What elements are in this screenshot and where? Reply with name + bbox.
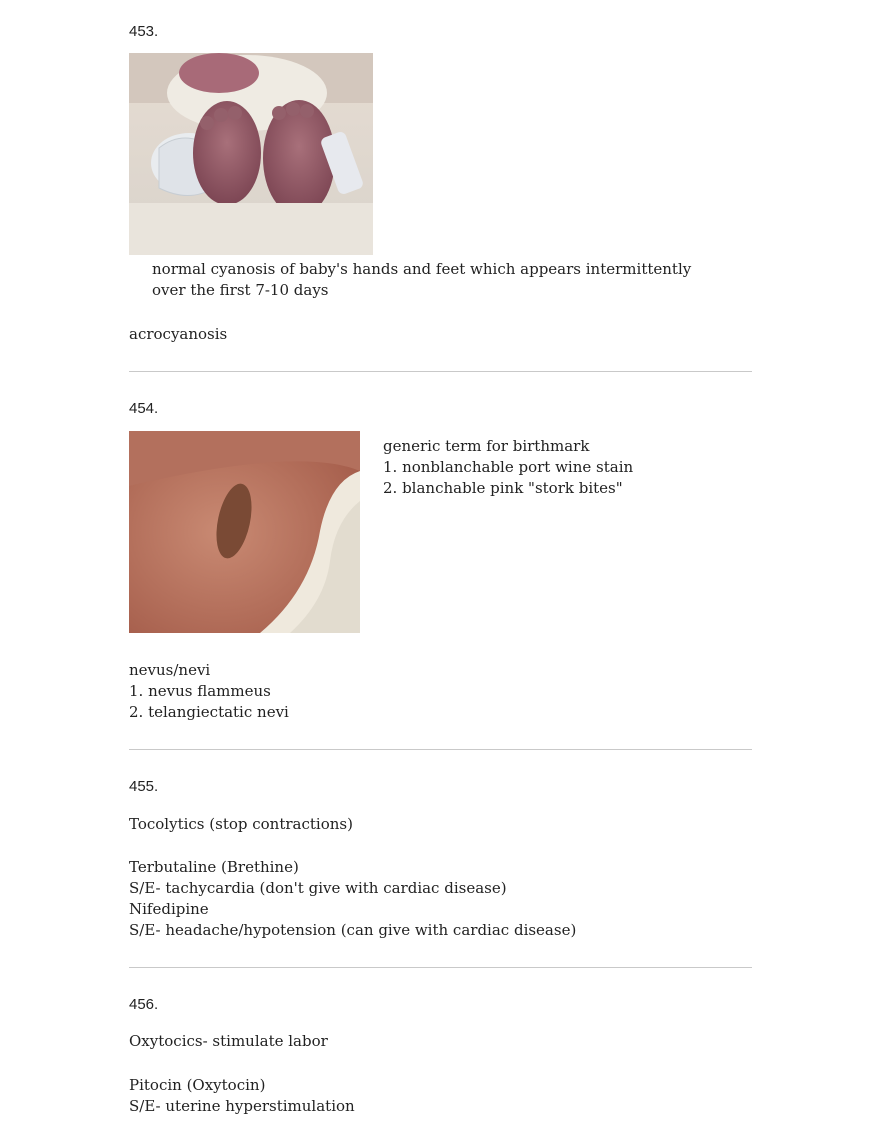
detail-line: S/E- headache/hypotension (can give with cardiac disease) <box>129 921 577 939</box>
birthmark-photo <box>129 431 360 633</box>
definition-line: generic term for birthmark <box>383 437 590 455</box>
divider <box>129 371 752 372</box>
baby-feet-photo <box>129 53 373 255</box>
term-line: 2. telangiectatic nevi <box>129 703 289 721</box>
definition-line: 1. nonblanchable port wine stain <box>383 458 634 476</box>
detail-line: S/E- uterine hyperstimulation <box>129 1097 355 1115</box>
definition-line: 2. blanchable pink "stork bites" <box>383 479 623 497</box>
card-details <box>129 857 576 941</box>
card-term: acrocyanosis <box>129 325 228 343</box>
card-number: 453. <box>129 23 159 40</box>
detail-line: S/E- tachycardia (don't give with cardiac disease) <box>129 879 507 897</box>
card-definition: normal cyanosis of baby's hands and feet which appears intermittently over the first 7-10 days <box>152 260 692 299</box>
divider <box>129 967 752 968</box>
divider <box>129 749 752 750</box>
term-line: nevus/nevi <box>129 661 211 679</box>
card-definition <box>383 436 633 499</box>
card-term <box>129 660 289 723</box>
detail-line: Pitocin (Oxytocin) <box>129 1076 266 1094</box>
card-number: 454. <box>129 400 159 417</box>
detail-line: Nifedipine <box>129 900 209 918</box>
card-number: 456. <box>129 996 159 1013</box>
card-details <box>129 1075 355 1117</box>
card-heading: Oxytocics- stimulate labor <box>129 1032 328 1050</box>
card-heading: Tocolytics (stop contractions) <box>129 815 353 833</box>
term-line: 1. nevus flammeus <box>129 682 271 700</box>
detail-line: Terbutaline (Brethine) <box>129 858 299 876</box>
card-number: 455. <box>129 778 159 795</box>
